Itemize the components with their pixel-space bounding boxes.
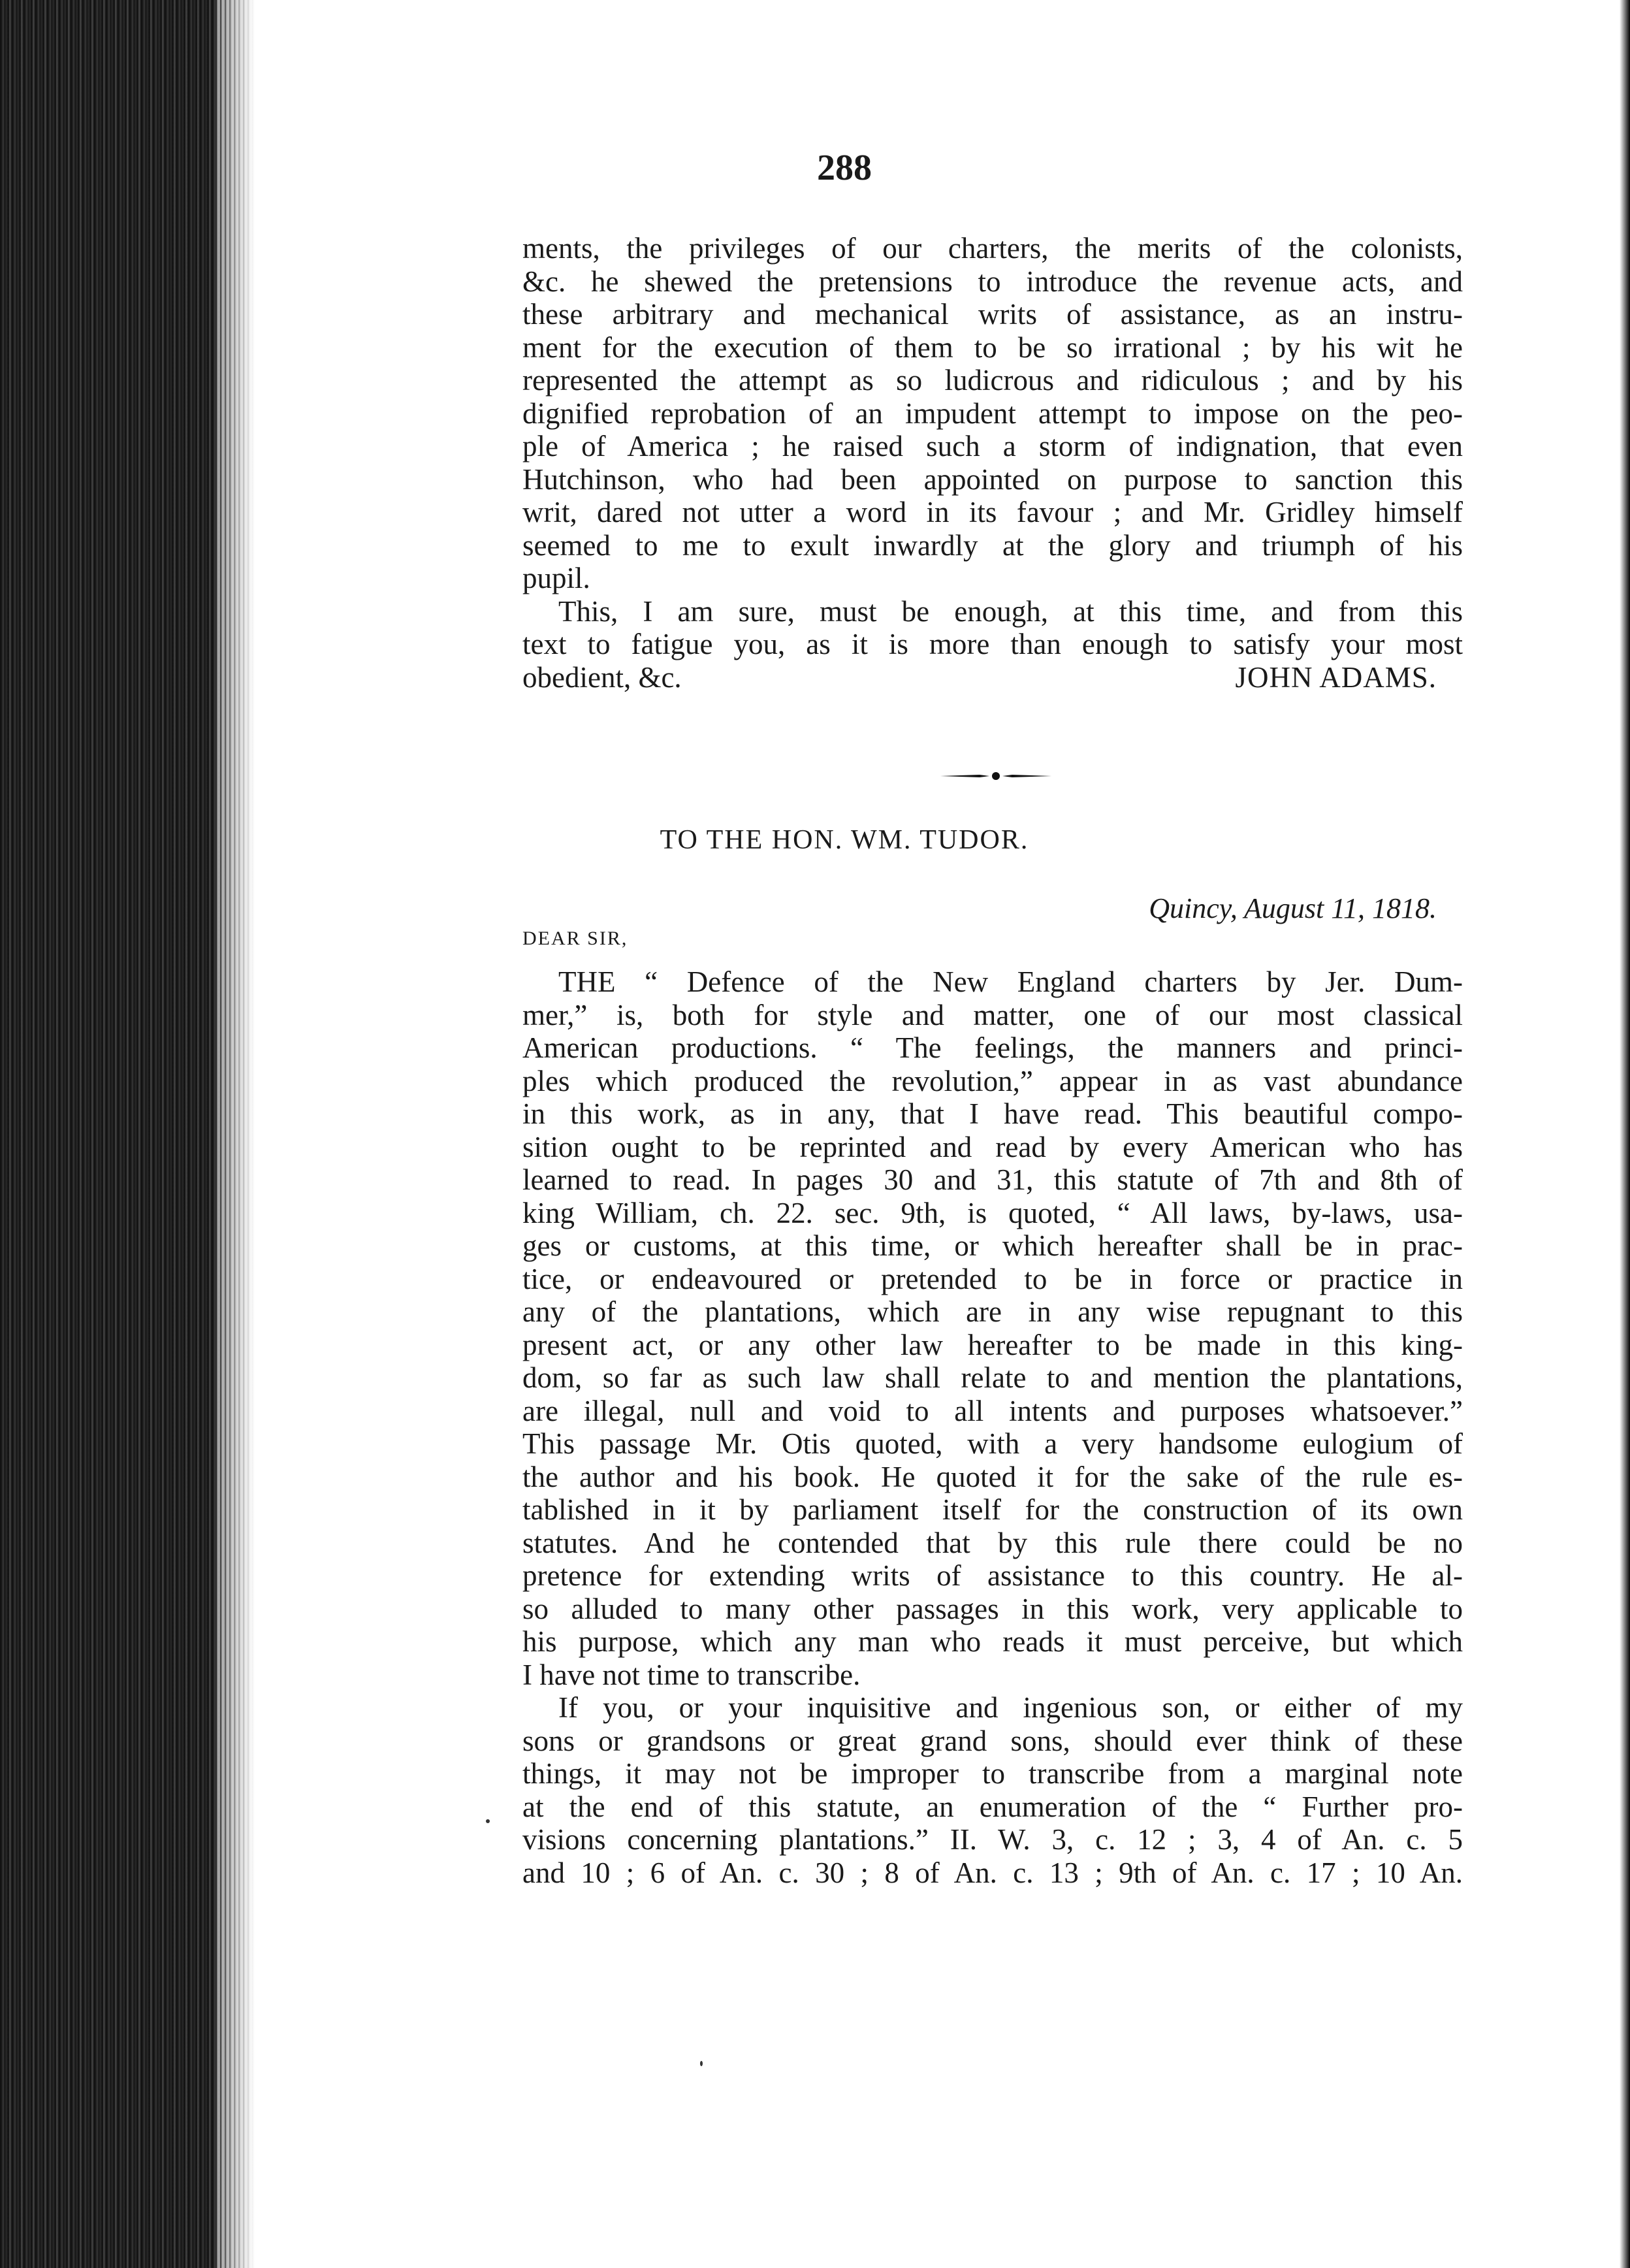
text-line: ple of America ; he raised such a storm of indignation, that even xyxy=(522,430,1463,462)
letter-body xyxy=(522,965,1463,1889)
margin-mark xyxy=(486,1819,490,1823)
text-line: dom, so far as such law shall relate to and mention the plantations, xyxy=(522,1361,1463,1394)
text-line: THE “ Defence of the New England charters by Jer. Dum- xyxy=(558,965,1463,998)
text-line: If you, or your inquisitive and ingenious son, or either of my xyxy=(558,1691,1463,1724)
text-line: the author and his book. He quoted it for the sake of the rule es- xyxy=(522,1460,1463,1493)
text-line: any of the plantations, which are in any wise repugnant to this xyxy=(522,1295,1463,1328)
text-line: ments, the privileges of our charters, the merits of the colonists, xyxy=(522,232,1463,265)
text-line: visions concerning plantations.” II. W. 3, c. 12 ; 3, 4 of An. c. 5 xyxy=(522,1823,1463,1856)
text-line: dignified reprobation of an impudent attempt to impose on the peo- xyxy=(522,397,1463,430)
text-line: mer,” is, both for style and matter, one of our most classical xyxy=(522,998,1463,1031)
text-line: tice, or endeavoured or pretended to be in force or practice in xyxy=(522,1262,1463,1295)
letter-heading: TO THE HON. WM. TUDOR. xyxy=(660,825,1029,855)
text-line: sons or grandsons or great grand sons, should ever think of these xyxy=(522,1724,1463,1757)
right-page-edge xyxy=(1620,0,1630,2268)
text-line: &c. he shewed the pretensions to introduce the revenue acts, and xyxy=(522,265,1463,298)
text-line: ment for the execution of them to be so irrational ; by his wit he xyxy=(522,331,1463,364)
text-line: are illegal, null and void to all intents and purposes whatsoever.” xyxy=(522,1394,1463,1427)
text-line: these arbitrary and mechanical writs of assistance, as an instru- xyxy=(522,298,1463,331)
spine-shadow xyxy=(196,0,255,2268)
closing-valediction: obedient, &c. xyxy=(522,660,682,694)
text-line: at the end of this statute, an enumeration of the “ Further pro- xyxy=(522,1790,1463,1823)
text-line: seemed to me to exult inwardly at the glory and triumph of his xyxy=(522,528,1463,562)
text-line: tablished in it by parliament itself for the construction of its own xyxy=(522,1493,1463,1526)
text-line: and 10 ; 6 of An. c. 30 ; 8 of An. c. 13 ; 9th of An. c. 17 ; 10 An. xyxy=(522,1856,1463,1889)
text-line: in this work, as in any, that I have read. This beautiful compo- xyxy=(522,1097,1463,1130)
letter-dateline: Quincy, August 11, 1818. xyxy=(1149,892,1437,924)
text-line: learned to read. In pages 30 and 31, this statute of 7th and 8th of xyxy=(522,1163,1463,1196)
continued-letter-text xyxy=(522,232,1463,694)
signature: JOHN ADAMS. xyxy=(1235,660,1437,694)
text-line: statutes. And he contended that by this rule there could be no xyxy=(522,1526,1463,1559)
text-line: text to fatigue you, as it is more than enough to satisfy your most xyxy=(522,628,1463,660)
text-line: American productions. “ The feelings, the manners and princi- xyxy=(522,1031,1463,1064)
text-line: present act, or any other law hereafter to be made in this king- xyxy=(522,1328,1463,1361)
closing-signature-line xyxy=(522,661,1463,694)
text-line: sition ought to be reprinted and read by every American who has xyxy=(522,1130,1463,1163)
text-line: ges or customs, at this time, or which hereafter shall be in prac- xyxy=(522,1229,1463,1262)
page-number: 288 xyxy=(817,148,872,188)
text-line: writ, dared not utter a word in its favour ; and Mr. Gridley himself xyxy=(522,496,1463,528)
letter-salutation: DEAR SIR, xyxy=(522,928,628,949)
ornamental-divider xyxy=(940,771,1051,781)
text-line: ples which produced the revolution,” appear in as vast abundance xyxy=(522,1064,1463,1097)
text-line: his purpose, which any man who reads it must perceive, but which xyxy=(522,1625,1463,1658)
text-line: This, I am sure, must be enough, at this time, and from this xyxy=(558,594,1463,628)
body-paragraph-1 xyxy=(522,965,1463,1691)
text-line: so alluded to many other passages in this work, very applicable to xyxy=(522,1592,1463,1625)
text-line: king William, ch. 22. sec. 9th, is quoted, “ All laws, by-laws, usa- xyxy=(522,1196,1463,1229)
text-line: pupil. xyxy=(522,562,590,594)
body-paragraph-2 xyxy=(522,1691,1463,1889)
closing-paragraph xyxy=(522,595,1463,661)
text-line: pretence for extending writs of assistance to this country. He al- xyxy=(522,1559,1463,1592)
text-line: This passage Mr. Otis quoted, with a very handsome eulogium of xyxy=(522,1427,1463,1460)
text-line: represented the attempt as so ludicrous and ridiculous ; and by his xyxy=(522,364,1463,397)
top-paragraph xyxy=(522,232,1463,595)
text-line: Hutchinson, who had been appointed on purpose to sanction this xyxy=(522,462,1463,496)
margin-mark xyxy=(700,2061,703,2066)
text-line: things, it may not be improper to transcribe from a marginal note xyxy=(522,1757,1463,1790)
text-line: I have not time to transcribe. xyxy=(522,1658,861,1691)
